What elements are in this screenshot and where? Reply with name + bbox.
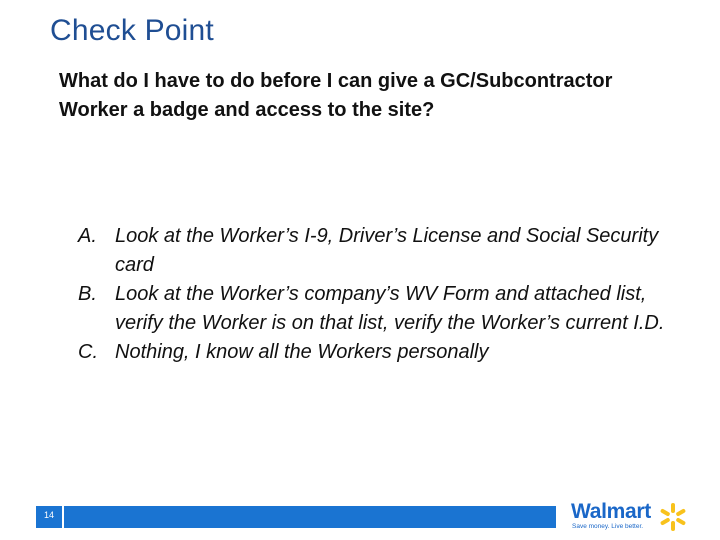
logo-wordmark: Walmart	[571, 500, 651, 523]
option-text: Nothing, I know all the Workers personally	[115, 341, 489, 363]
answer-option-c	[78, 338, 698, 367]
footer-divider	[62, 506, 64, 528]
option-letter: B.	[78, 283, 97, 305]
walmart-logo	[571, 501, 691, 531]
answer-options	[78, 222, 698, 367]
page-number: 14	[44, 510, 55, 520]
option-letter: C.	[78, 341, 98, 363]
answer-option-a	[78, 222, 698, 280]
footer-bar	[36, 506, 556, 528]
answer-option-b	[78, 280, 698, 338]
slide-title: Check Point	[50, 14, 214, 47]
logo-tagline: Save money. Live better.	[572, 523, 644, 530]
option-letter: A.	[78, 225, 97, 247]
option-text: Look at the Worker’s I-9, Driver’s License and Social Security card	[115, 225, 659, 276]
spark-icon	[658, 502, 688, 532]
question-text: What do I have to do before I can give a GC/Subcontractor Worker a badge and access to the site?	[59, 70, 613, 121]
option-text: Look at the Worker’s company’s WV Form and attached list, verify the Worker is on that list, verify the Worker’s current I.D.	[115, 283, 665, 334]
